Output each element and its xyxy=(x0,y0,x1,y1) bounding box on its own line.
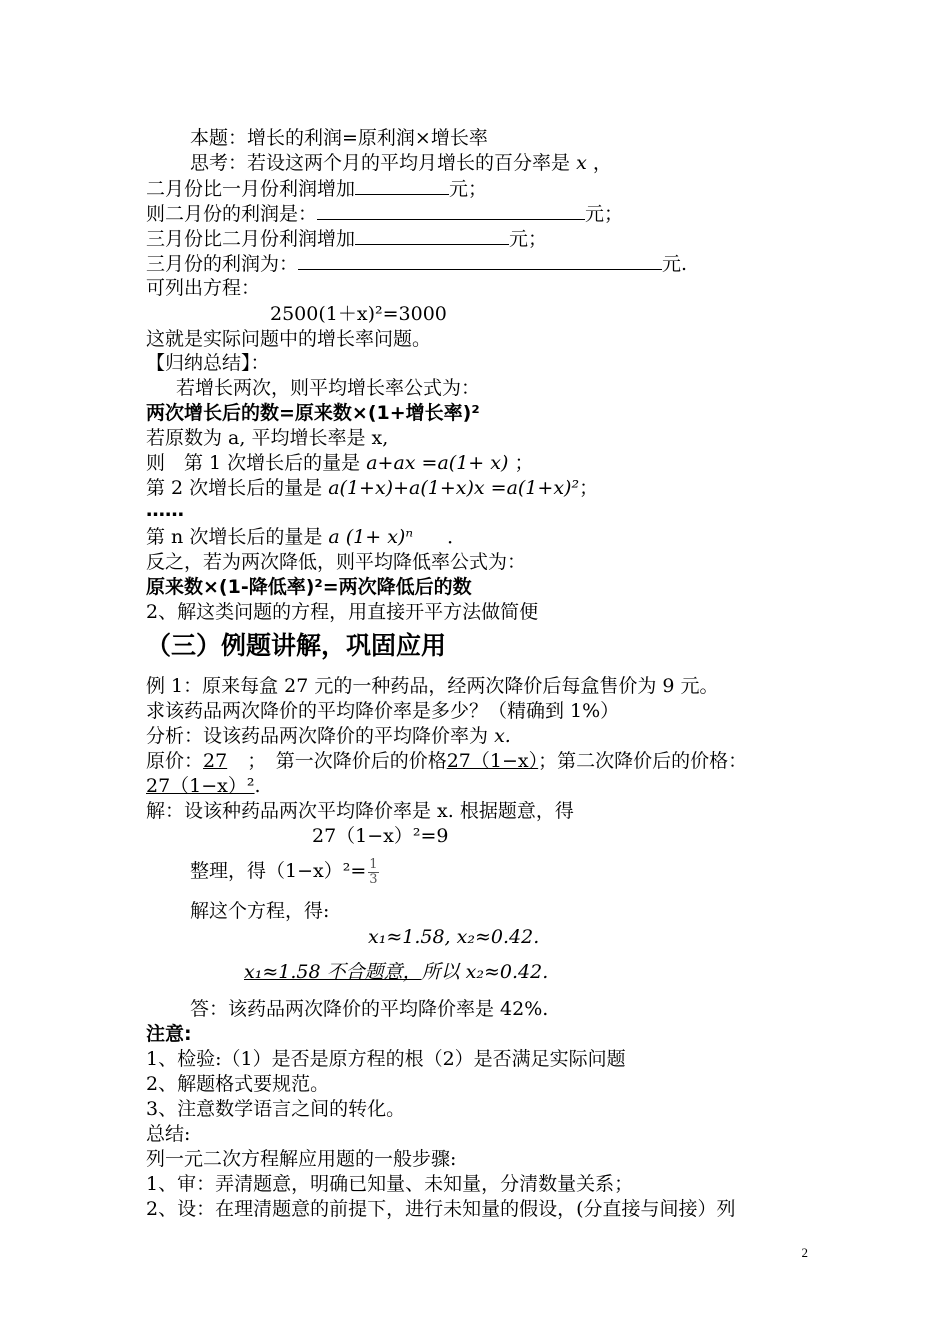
text-line: 第 2 次增长后的量是 a(1+x)+a(1+x)x =a(1+x)²； xyxy=(146,477,599,499)
text-line: 可列出方程： xyxy=(146,277,261,299)
fraction: $\frac{1}{3}$ xyxy=(369,856,378,887)
text-line: 三月份的利润为： 元. xyxy=(146,253,688,275)
text-line: 则二月份的利润是： 元； xyxy=(146,203,624,225)
text-line: 2、设：在理清题意的前提下，进行未知量的假设，(分直接与间接）列 xyxy=(146,1198,736,1220)
text-line: 原价：27 ； 第一次降价后的价格27（1−x）；第二次降价后的价格： xyxy=(146,750,748,772)
fill-blank xyxy=(317,201,585,220)
equation: 2500(1＋x)²=3000 xyxy=(270,303,447,325)
section-label: 注意: xyxy=(146,1023,192,1045)
text-line: 三月份比二月份利润增加 元； xyxy=(146,228,548,250)
text-line: 这就是实际问题中的增长率问题。 xyxy=(146,328,432,350)
text-line: 2、解题格式要规范。 xyxy=(146,1073,330,1095)
text-line: 则 第 1 次增长后的量是 a+ax =a(1+ x) ； xyxy=(146,452,534,474)
text-line: 思考：若设这两个月的平均月增长的百分率是 x ， xyxy=(190,152,612,174)
text-line: 第 n 次增长后的量是 a (1+ x)ⁿ ． xyxy=(146,526,467,548)
text-line: 3、注意数学语言之间的转化。 xyxy=(146,1098,406,1120)
text-line: 整理，得（1−x）²= $\frac{1}{3}$ xyxy=(190,856,378,887)
equation: 27（1−x）²=9 xyxy=(312,825,449,847)
text-line: 反之，若为两次降低，则平均降低率公式为： xyxy=(146,551,527,573)
fill-blank xyxy=(298,251,662,270)
ellipsis: …… xyxy=(146,499,184,521)
fill-blank xyxy=(355,226,509,245)
text-line: x₁≈1.58 不合题意，所以 x₂≈0.42. xyxy=(244,961,549,983)
formula-bold: 两次增长后的数=原来数×(1+增长率)² xyxy=(146,402,480,424)
text-line: 总结: xyxy=(146,1123,191,1145)
text-line: 2、解这类问题的方程，用直接开平方法做简便 xyxy=(146,601,539,623)
text-line: 求该药品两次降价的平均降价率是多少？（精确到 1%） xyxy=(146,700,620,722)
page-number: 2 xyxy=(801,1245,808,1260)
text-line: 列一元二次方程解应用题的一般步骤: xyxy=(146,1148,457,1170)
text-line: 例 1：原来每盒 27 元的一种药品，经两次降价后每盒售价为 9 元。 xyxy=(146,675,719,697)
text-line: 27（1−x）². xyxy=(146,775,261,797)
equation: x₁≈1.58, x₂≈0.42. xyxy=(368,926,540,948)
section-label: 【归纳总结】： xyxy=(146,352,270,374)
text-line: 解这个方程，得: xyxy=(190,900,330,922)
text-line: 若增长两次，则平均增长率公式为： xyxy=(176,377,481,399)
formula-bold: 原来数×(1-降低率)²=两次降低后的数 xyxy=(146,576,472,598)
fill-blank xyxy=(355,176,449,195)
text-line: 1、审：弄清题意，明确已知量、未知量，分清数量关系； xyxy=(146,1173,634,1195)
text-line: 本题：增长的利润=原利润×增长率 xyxy=(190,127,488,149)
text-line: 1、检验:（1）是否是原方程的根（2）是否满足实际问题 xyxy=(146,1048,626,1070)
text-line: 分析：设该药品两次降价的平均降价率为 x. xyxy=(146,725,511,747)
text-line: 答：该药品两次降价的平均降价率是 42%. xyxy=(190,998,549,1020)
text-line: 解：设该种药品两次平均降价率是 x. 根据题意，得 xyxy=(146,800,574,822)
text-line: 若原数为 a, 平均增长率是 x, xyxy=(146,427,389,449)
text-line: 二月份比一月份利润增加 元； xyxy=(146,178,488,200)
section-heading: （三）例题讲解，巩固应用 xyxy=(146,631,447,660)
